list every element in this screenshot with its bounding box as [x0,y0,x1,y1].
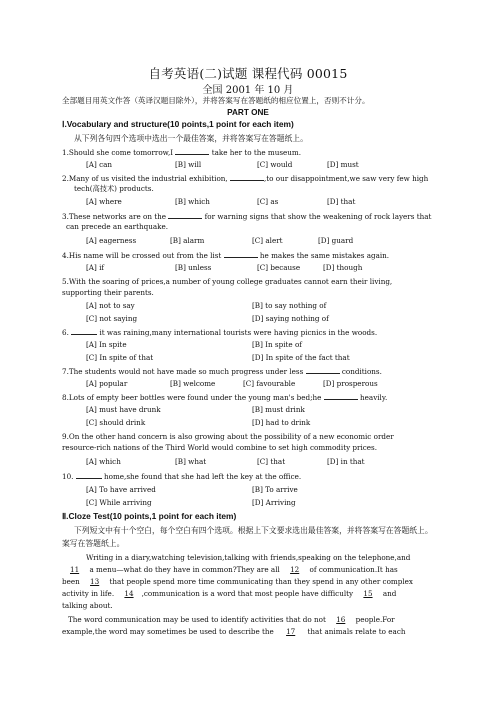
option-d: [D] Arriving [252,498,296,507]
option-c: [C] should drink [86,418,146,427]
option-b: [B] welcome [170,379,216,388]
option-b: [B] In spite of [252,340,302,349]
option-b: [B] alarm [170,236,205,245]
question-text: 10. [62,472,74,481]
option-a: [A] not to say [86,301,135,310]
question-1 [62,147,301,157]
option-a: [A] popular [86,379,128,388]
cloze-blank-11: 11 [70,565,80,574]
question-text: ,to our disappointment,we saw very few high [263,174,429,183]
question-text: he makes the same mistakes again. [259,251,390,260]
question-3 [62,211,431,221]
option-d: [D] saying nothing of [252,314,329,323]
question-text: 7.The students would not have made so much progress under less [62,367,304,376]
option-c: [C] because [257,263,301,272]
question-4 [62,250,389,260]
answer-blank [175,147,209,155]
option-a: [A] must have drunk [86,405,161,414]
question-text: home,she found that she had left the key at the office. [104,472,302,481]
answer-blank [230,173,264,181]
question-9: 9.On the other hand concern is also growing about the possibility of a new economic order [62,432,394,441]
exam-date: 全国 2001 年 10 月 [202,85,294,96]
question-3-cont: can precede an earthquake. [66,222,169,231]
option-a: [A] can [86,160,113,169]
question-text: 4.His name will be crossed out from the list [62,251,222,260]
section-2-directions: 下列短文中有十个空白，每个空白有四个选项。根据上下文要求选出最佳答案，并将答案写在答题纸上。 [74,526,433,535]
question-text: conditions. [341,367,382,376]
passage-line: The word communication may be used to identify activities that do not 16 people.For [68,615,395,624]
answer-blank [71,327,97,335]
option-b: [B] what [175,457,207,466]
answer-blank [168,211,202,219]
page-title: 自考英语(二)试题 课程代码 00015 [148,66,348,81]
option-c: [C] not saying [86,314,138,323]
answer-blank [76,471,102,479]
option-d: [D] had to drink [252,418,311,427]
question-10 [62,471,301,481]
cloze-blank-12: 12 [290,565,300,574]
option-a: [A] To have arrived [86,485,156,494]
passage-line: Writing in a diary,watching television,talking with friends,speaking on the telephone,and [86,553,411,562]
question-7 [62,366,382,376]
option-d: [D] though [323,263,363,272]
question-text: 1.Should she come tomorrow,I [62,148,174,157]
question-text: heavily. [360,393,388,402]
section-2-heading: Ⅱ.Cloze Test(10 points,1 point for each item) [62,511,237,521]
option-b: [B] which [175,197,210,206]
passage-line: 11 a menu—what do they have in common?They are all 12 of communication.It has [62,565,398,574]
option-d: [D] guard [318,236,354,245]
passage-line: talking about. [62,601,113,610]
passage-line: activity in life. 14 ,communication is a word that most people have difficulty 15 and [62,589,397,598]
option-a: [A] where [86,197,122,206]
option-b: [B] will [175,160,202,169]
part-heading: PART ONE [227,108,269,117]
option-c: [C] alert [252,236,283,245]
option-c: [C] favourable [243,379,296,388]
option-a: [A] In spite [86,340,127,349]
option-b: [B] to say nothing of [252,301,327,310]
option-d: [D] In spite of the fact that [252,353,350,362]
option-c: [C] as [257,197,279,206]
section-1-heading: Ⅰ.Vocabulary and structure(10 points,1 point for each item) [62,119,294,129]
option-b: [B] To arrive [252,485,298,494]
option-d: [D] that [327,197,356,206]
option-b: [B] unless [175,263,212,272]
option-d: [D] in that [327,457,365,466]
passage-line: been 13 that people spend more time communicating than they spend in any other complex [62,577,413,586]
option-a: [A] eagerness [86,236,137,245]
section-2-directions-cont: 案写在答题纸上。 [62,539,125,548]
option-c: [C] In spite of that [86,353,154,362]
question-8 [62,392,387,402]
option-c: [C] While arriving [86,498,152,507]
cloze-blank-16: 16 [336,615,346,624]
answer-blank [224,250,258,258]
answer-blank [324,392,358,400]
question-text: for warning signs that show the weakening of rock layers that [204,212,432,221]
option-a: [A] if [86,263,105,272]
cloze-blank-17: 17 [286,627,296,636]
question-text: take her to the museum. [211,148,302,157]
question-5-cont: supporting their parents. [62,288,154,297]
answer-blank [306,366,340,374]
option-d: [D] prosperous [323,379,378,388]
question-2-cont: tech(高技术) products. [74,184,154,193]
cloze-blank-14: 14 [124,589,134,598]
question-text: 3.These networks are on the [62,212,167,221]
question-2 [62,173,428,183]
question-text: 8.Lots of empty beer bottles were found under the young man's bed;he [62,393,322,402]
section-1-directions: 从下列各句四个选项中选出一个最佳答案，并将答案写在答题纸上。 [74,134,308,143]
question-text: it was raining,many international tourists were having picnics in the woods. [99,328,378,337]
cloze-blank-13: 13 [90,577,100,586]
cloze-blank-15: 15 [363,589,373,598]
general-instruction: 全部题目用英文作答（英译汉题目除外），并将答案写在答题纸的相应位置上，否则不计分。 [62,96,370,105]
option-c: [C] that [257,457,286,466]
option-a: [A] which [86,457,121,466]
question-5: 5.With the soaring of prices,a number of young college graduates cannot earn their living, [62,277,393,286]
question-text: 2.Many of us visited the industrial exhibition, [62,174,228,183]
question-6 [62,327,377,337]
option-c: [C] would [257,160,293,169]
passage-line: example,the word may sometimes be used to describe the 17 that animals relate to each [62,627,406,636]
option-d: [D] must [327,160,359,169]
option-b: [B] must drink [252,405,305,414]
question-text: 6. [62,328,69,337]
question-9-cont: resource-rich nations of the Third World would combine to set high commodity prices. [62,443,378,452]
